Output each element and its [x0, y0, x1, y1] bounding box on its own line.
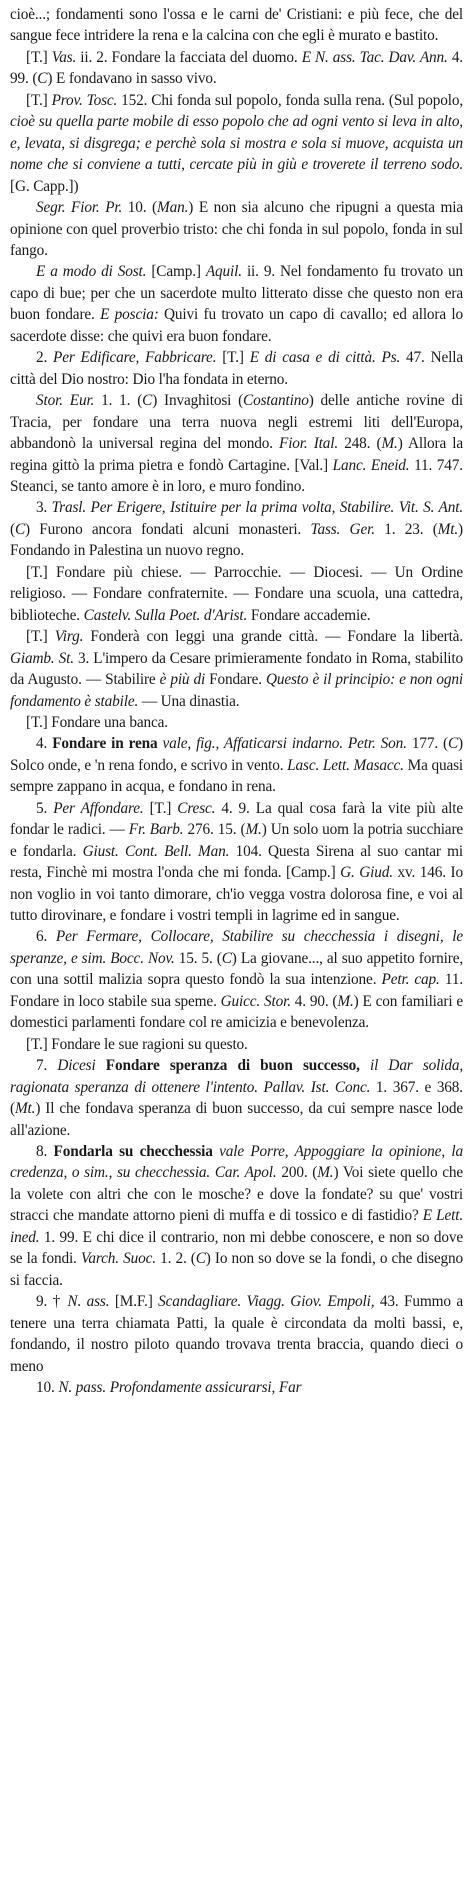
text-segment: vale Porre, Appoggiare la opinione, la credenza, o sim., su checchessia. Car. Apol.: [10, 1143, 463, 1182]
text-segment: cioè su quella parte mobile di esso popolo che ad ogni vento si leva in alto, e, levata, si disgrega; e perchè sola si mostra e sola si muove, acquista un nome che si conviene a tutti, cercate più in giù e troverete il terreno sodo.: [10, 113, 463, 174]
dictionary-paragraph: [10, 90, 463, 197]
text-segment: ) Allora la regina gittò la prima pietra e fondò Cartagine. [Val.]: [10, 435, 464, 474]
text-segment: ) Fondando in Palestina un nuovo regno.: [10, 520, 463, 560]
text-segment: 276. 15. (: [183, 821, 246, 839]
text-segment: ) Furono ancora fondati alcuni monasteri.: [25, 520, 311, 538]
text-segment: 11. 747. Steanci, se tanto amore è in loro, e muro fondino.: [10, 456, 463, 495]
text-segment: Lanc. Eneid.: [332, 456, 415, 474]
text-segment: Fonderà con leggi una grande città. — Fondare la libertà.: [83, 628, 464, 646]
text-segment: M.: [245, 821, 262, 839]
text-segment: [T.]: [26, 48, 52, 66]
text-segment: ) E fondavano in sasso vivo.: [47, 70, 217, 88]
text-segment: ) Solco onde, e 'n rena fondo, e scrivo in vento.: [10, 735, 463, 774]
text-segment: Cresc.: [177, 799, 216, 817]
text-segment: 3. L'impero da Cesare primieramente fondato in Roma, stabilito da Augusto. — Stabilire: [10, 649, 463, 689]
text-segment: M.: [337, 992, 354, 1010]
text-segment: [Camp.]: [151, 263, 206, 281]
text-segment: E di casa e di città. Ps.: [249, 349, 407, 367]
text-segment: ) E con familiari e domestici parlamenti fondare col re amicizia e benevolenza.: [10, 992, 463, 1032]
text-segment: C: [14, 520, 26, 538]
text-segment: cioè...; fondamenti sono l'ossa e le carni de' Cristiani: e più fece, che del sangue fece intridere la rena e la calcina con che egli è murato e bastito.: [10, 6, 463, 45]
text-segment: E N. ass. Tac. Dav. Ann.: [301, 48, 452, 66]
dictionary-paragraph: [10, 390, 463, 497]
dictionary-paragraph: [10, 1055, 463, 1141]
text-segment: ii. 2. Fondare la facciata del duomo.: [80, 48, 302, 66]
text-segment: ) Io non so dove se la fondi, o che disegno si faccia.: [10, 1250, 464, 1289]
text-segment: 152. Chi fonda sul popolo, fonda sulla rena. (Sul popolo,: [121, 91, 464, 109]
text-segment: (: [10, 520, 15, 538]
text-segment: Scandagliare. Viagg. Giov. Empoli,: [158, 1293, 375, 1311]
text-segment: Segr. Fior. Pr.: [36, 199, 128, 217]
text-segment: Giamb. St.: [10, 649, 74, 667]
text-segment: Mt.: [14, 1100, 36, 1118]
text-segment: Lasc. Lett. Masacc.: [287, 756, 404, 774]
text-segment: ) E non sia alcuno che ripugni a questa mia opinione con quel proverbio tristo: che chi fonda in sul popolo, fonda in sul fango.: [10, 199, 463, 259]
dictionary-paragraph: [10, 47, 463, 90]
text-segment: Per Edificare, Fabbricare.: [53, 349, 217, 367]
text-segment: xv. 146. Io non voglio in voi tanto dimorare, ch'io vegga vostra dolorosa fine, e voi al tutto dirovinare, e fondare i vostri templi in lagrime ed in sangue.: [10, 864, 464, 925]
text-segment: 10.: [36, 1379, 59, 1396]
text-segment: Aquil.: [205, 263, 247, 281]
text-segment: 4. 99. (: [10, 48, 463, 88]
text-segment: C: [195, 1250, 206, 1268]
text-segment: N. pass. Profondamente assicurarsi, Far: [58, 1379, 302, 1396]
text-segment: Trasl. Per Erigere, Istituire per la prima volta, Stabilire. Vit. S. Ant.: [51, 499, 463, 517]
text-segment: Fondarla su checchessia: [53, 1143, 213, 1161]
dictionary-paragraph: [10, 1291, 463, 1377]
text-segment: [T.]: [216, 349, 250, 367]
dictionary-paragraph: [10, 261, 463, 347]
dictionary-paragraph: [10, 1034, 463, 1055]
text-segment: Fondare speranza di buon successo,: [95, 1057, 360, 1075]
text-segment: [M.F.]: [109, 1293, 159, 1311]
text-segment: 1. 23. (: [384, 520, 438, 538]
dictionary-paragraph: [10, 626, 463, 712]
dictionary-paragraph: [10, 197, 463, 261]
text-segment: [T.] Fondare una banca.: [26, 713, 168, 731]
dictionary-paragraph: [10, 497, 463, 561]
text-segment: 5.: [36, 799, 54, 817]
text-segment: il Dar solida, ragionata speranza di ottenere l'intento. Pallav. Ist. Conc.: [10, 1057, 463, 1096]
text-segment: G. Giud.: [340, 864, 393, 882]
text-segment: Man.: [157, 199, 189, 217]
text-segment: 104. Questa Sirena al suo cantar mi resta, Finchè mi mostra l'onda che mi fonda. [Camp.]: [10, 842, 463, 882]
text-segment: Fr. Barb.: [128, 821, 184, 839]
text-segment: 4. 90. (: [290, 992, 338, 1010]
text-segment: Tass. Ger.: [310, 520, 385, 538]
text-segment: Varch. Suoc.: [80, 1250, 156, 1268]
text-segment: ) delle antiche rovine di Tracia, per fondare una terra nuova negli estremi liti dell'Europa, abbandonò la universal regina del mondo.: [10, 392, 464, 453]
text-segment: C: [37, 70, 48, 88]
dictionary-paragraph: [10, 926, 463, 1033]
text-segment: M.: [381, 435, 398, 453]
text-segment: Per Affondare.: [53, 799, 144, 817]
text-segment: 7.: [36, 1057, 58, 1075]
text-segment: vale, fig., Affaticarsi indarno. Petr. Son.: [157, 735, 412, 753]
text-segment: N. ass.: [67, 1293, 110, 1311]
text-segment: 43. Fummo a tenere una terra chiamata Patti, la quale è circondata da molti bassi, e, fondando, il nostro piloto quando trovava trenta braccia, quando dieci o meno: [10, 1293, 463, 1375]
text-segment: ) Invaghitosi (: [152, 392, 244, 410]
text-segment: C: [447, 735, 459, 753]
text-segment: 11. Fondare in loco stabile sua speme.: [10, 971, 464, 1010]
text-segment: Quivi fu trovato un capo di cavallo; ed allora lo sacerdote disse: che quivi era buon fondare.: [10, 306, 463, 345]
text-segment: Questo è il principio: e non ogni fondamento è stabile.: [10, 671, 463, 710]
text-segment: 3.: [36, 499, 52, 517]
text-segment: Petr. cap.: [381, 971, 440, 989]
text-segment: — Una dinastia.: [138, 692, 240, 710]
text-segment: ) Un solo uom la potria succhiare e fondarla.: [10, 821, 464, 860]
text-segment: Vas.: [51, 48, 81, 66]
dictionary-paragraph: [10, 798, 463, 927]
text-segment: ) Voi siete quello che la volete con altri che con le mosche? e dove la fondate? su que' vostri stracci che mandate attorno pieni di muffa e di tossico e di fastidio?: [10, 1164, 463, 1225]
text-segment: 10. (: [127, 199, 158, 217]
text-segment: Fior. Ital.: [279, 435, 345, 453]
text-segment: Castelv. Sulla Poet. d'Arist.: [83, 606, 248, 624]
text-segment: è più di: [159, 671, 206, 689]
dictionary-paragraph: [10, 347, 463, 390]
text-segment: [T.] Fondare più chiese. — Parrocchie. — Diocesi. — Un Ordine religioso. — Fondare confraternite. — Fondare una scuola, una cattedra, biblioteche.: [10, 563, 463, 624]
text-segment: E poscia:: [100, 306, 159, 324]
text-segment: ) La giovane..., al suo appetito fornire, con una sottil malizia sopra questo fondò la sua intenzione.: [10, 949, 464, 989]
text-segment: Fondare in rena: [52, 735, 158, 753]
dictionary-paragraph: [10, 733, 463, 797]
text-segment: [T.] Fondare le sue ragioni su questo.: [26, 1035, 248, 1053]
text-segment: [G. Capp.]): [10, 177, 79, 195]
text-segment: ) Il che fondava speranza di buon successo, da cui sempre nasce lode all'azione.: [10, 1100, 463, 1139]
dictionary-paragraph: [10, 712, 463, 733]
text-segment: 9. †: [36, 1293, 68, 1311]
text-segment: Ma quasi sempre zappano in acqua, e fondano in rena.: [10, 756, 463, 796]
text-segment: [T.]: [26, 91, 52, 109]
text-segment: Dicesi: [57, 1057, 96, 1075]
text-segment: ii. 9. Nel fondamento fu trovato un capo di bue; per che un sacerdote multo litterato disse che questo non era buon fondare.: [10, 263, 463, 324]
text-segment: 1. 1. (: [101, 392, 143, 410]
text-segment: Prov. Tosc.: [51, 91, 122, 109]
text-segment: [T.]: [143, 799, 178, 817]
text-segment: 15. 5. (: [174, 949, 222, 967]
text-segment: 8.: [36, 1143, 54, 1161]
text-segment: 1. 367. e 368. (: [10, 1078, 463, 1118]
text-segment: 1. 2. (: [155, 1250, 196, 1268]
text-segment: Per Fermare, Collocare, Stabilire su checchessia i disegni, le speranze, e sim. Bocc. Nov.: [10, 928, 463, 967]
text-segment: 6.: [36, 928, 56, 946]
text-segment: 4.: [36, 735, 53, 753]
dictionary-paragraph: [10, 1141, 463, 1291]
text-segment: Virg.: [54, 628, 84, 646]
text-segment: E a modo di Sost.: [36, 263, 152, 281]
text-segment: 2.: [36, 349, 54, 367]
text-segment: Stor. Eur.: [36, 392, 102, 410]
dictionary-paragraph: [10, 562, 463, 626]
text-segment: Guicc. Stor.: [220, 992, 291, 1010]
text-segment: C: [221, 949, 232, 967]
text-segment: Mt.: [437, 520, 459, 538]
text-segment: 200. (: [276, 1164, 318, 1182]
text-segment: Giust. Cont. Bell. Man.: [82, 842, 230, 860]
text-segment: Fondare accademie.: [247, 606, 371, 624]
text-segment: [T.]: [26, 628, 55, 646]
text-segment: Fondare.: [205, 671, 266, 689]
text-segment: 248. (: [344, 435, 382, 453]
dictionary-paragraph: [10, 4, 463, 47]
text-segment: 4. 9. La qual cosa farà la vite più alte fondar le radici. —: [10, 799, 463, 839]
text-segment: 1. 99. E chi dice il contrario, non mi debbe conoscere, e non so dove se la fondi.: [10, 1228, 463, 1268]
text-segment: 177. (: [411, 735, 448, 753]
text-segment: C: [142, 392, 153, 410]
text-segment: M.: [317, 1164, 334, 1182]
text-segment: E Lett. ined.: [10, 1207, 463, 1246]
dictionary-paragraph: [10, 1377, 463, 1398]
text-segment: Costantino: [243, 392, 309, 410]
text-segment: 47. Nella città del Dio nostro: Dio l'ha fondata in eterno.: [10, 349, 463, 388]
